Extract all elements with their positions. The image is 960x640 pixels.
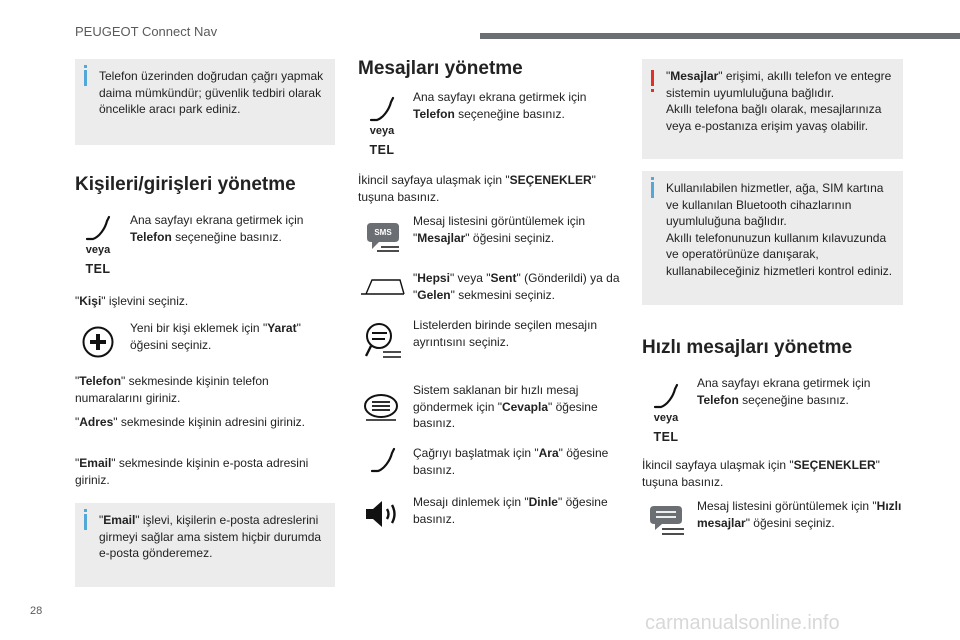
tabs-icon: [360, 276, 406, 296]
veya-label: veya: [369, 125, 395, 137]
left-step-create: Yeni bir kişi eklemek için "Yarat" öğesini seçiniz.: [130, 321, 301, 352]
phone-handset-icon: [653, 383, 679, 409]
right-step-quick-messages: Mesaj listesini görüntülemek için "Hızlı mesajlar" öğesini seçiniz.: [697, 499, 902, 530]
warning-mark-icon: [651, 70, 654, 86]
info-note-email: "Email" işlevi, kişilerin e-posta adreslerini girmeyi sağlar ama sistem hiçbir durumda e-posta gönderemez.: [75, 503, 335, 587]
mid-step-call: Çağrıyı başlatmak için "Ara" öğesine basınız.: [413, 446, 609, 477]
watermark: carmanualsonline.info: [645, 612, 840, 634]
heading-contacts: Kişileri/girişleri yönetme: [75, 174, 296, 195]
tel-label: TEL: [653, 430, 679, 444]
sms-bubble-icon: [365, 220, 401, 254]
message-detail-icon: [363, 322, 403, 360]
header-bar: [480, 33, 960, 39]
heading-messages: Mesajları yönetme: [358, 58, 523, 79]
phone-or-tel: [72, 215, 124, 276]
mid-step-reply: Sistem saklanan bir hızlı mesaj göndermek için "Cevapla" öğesine basınız.: [413, 383, 598, 430]
info-mark-icon: [84, 70, 87, 86]
mid-step-detail: Listelerden birinde seçilen mesajın ayrıntısını seçiniz.: [413, 318, 598, 349]
heading-quick-messages: Hızlı mesajları yönetme: [642, 337, 853, 358]
info-note-services: Kullanılabilen hizmetler, ağa, SIM kartına ve kullanılan Bluetooth cihazlarının uyumluluğuna bağlıdır. Akıllı telefonunuzun kullanım kılavuzunda ve operatörünüze danışarak, kullanabileceğiniz hizmetleri kontrol ediniz.: [642, 171, 903, 305]
mid-step-tabs: "Hepsi" veya "Sent" (Gönderildi) ya da "Gelen" sekmesini seçiniz.: [413, 271, 620, 302]
left-step-phone-tab: "Telefon" sekmesinde kişinin telefon numaralarını giriniz.: [75, 374, 269, 405]
left-step-select-contact: "Kişi" işlevini seçiniz.: [75, 294, 189, 308]
right-step-open-phone: Ana sayfayı ekrana getirmek için Telefon seçeneğine basınız.: [697, 376, 871, 407]
veya-label: veya: [653, 412, 679, 424]
phone-or-tel: [640, 383, 692, 444]
right-step-options: İkincil sayfaya ulaşmak için "SEÇENEKLER" tuşuna basınız.: [642, 458, 880, 489]
page-number: 28: [30, 605, 43, 617]
phone-handset-icon: [85, 215, 111, 241]
quick-reply-icon: [362, 393, 400, 423]
phone-handset-icon: [370, 447, 396, 473]
info-note-direct-call: Telefon üzerinden doğrudan çağrı yapmak daima mümkündür; güvenlik tedbiri olarak öncelikle aracı park ediniz.: [75, 59, 335, 145]
warning-note-messages: "Mesajlar" erişimi, akıllı telefon ve entegre sistemin uyumluluğuna bağlıdır. Akıllı telefona bağlı olarak, mesajlarınıza veya e-postanıza erişim yavaş olabilir.: [642, 59, 903, 159]
header-title: PEUGEOT Connect Nav: [75, 24, 218, 39]
mid-step-listen: Mesajı dinlemek için "Dinle" öğesine basınız.: [413, 495, 608, 526]
phone-or-tel: [356, 96, 408, 157]
speaker-icon: [364, 499, 400, 529]
svg-text:SMS: SMS: [374, 228, 392, 237]
info-mark-icon: [84, 514, 87, 530]
quick-message-list-icon: [648, 504, 686, 536]
left-step-address-tab: "Adres" sekmesinde kişinin adresini giriniz.: [75, 415, 305, 429]
mid-step-messages: Mesaj listesini görüntülemek için "Mesajlar" öğesini seçiniz.: [413, 214, 586, 245]
left-step-email-tab: "Email" sekmesinde kişinin e-posta adresini giriniz.: [75, 456, 309, 487]
info-mark-icon: [651, 182, 654, 198]
mid-step-open-phone: Ana sayfayı ekrana getirmek için Telefon seçeneğine basınız.: [413, 90, 587, 121]
veya-label: veya: [85, 244, 111, 256]
phone-handset-icon: [369, 96, 395, 122]
mid-step-options: İkincil sayfaya ulaşmak için "SEÇENEKLER" tuşuna basınız.: [358, 173, 596, 204]
left-step-open-phone: Ana sayfayı ekrana getirmek için Telefon seçeneğine basınız.: [130, 213, 304, 244]
tel-label: TEL: [85, 262, 111, 276]
plus-circle-icon: [82, 326, 114, 358]
tel-label: TEL: [369, 143, 395, 157]
